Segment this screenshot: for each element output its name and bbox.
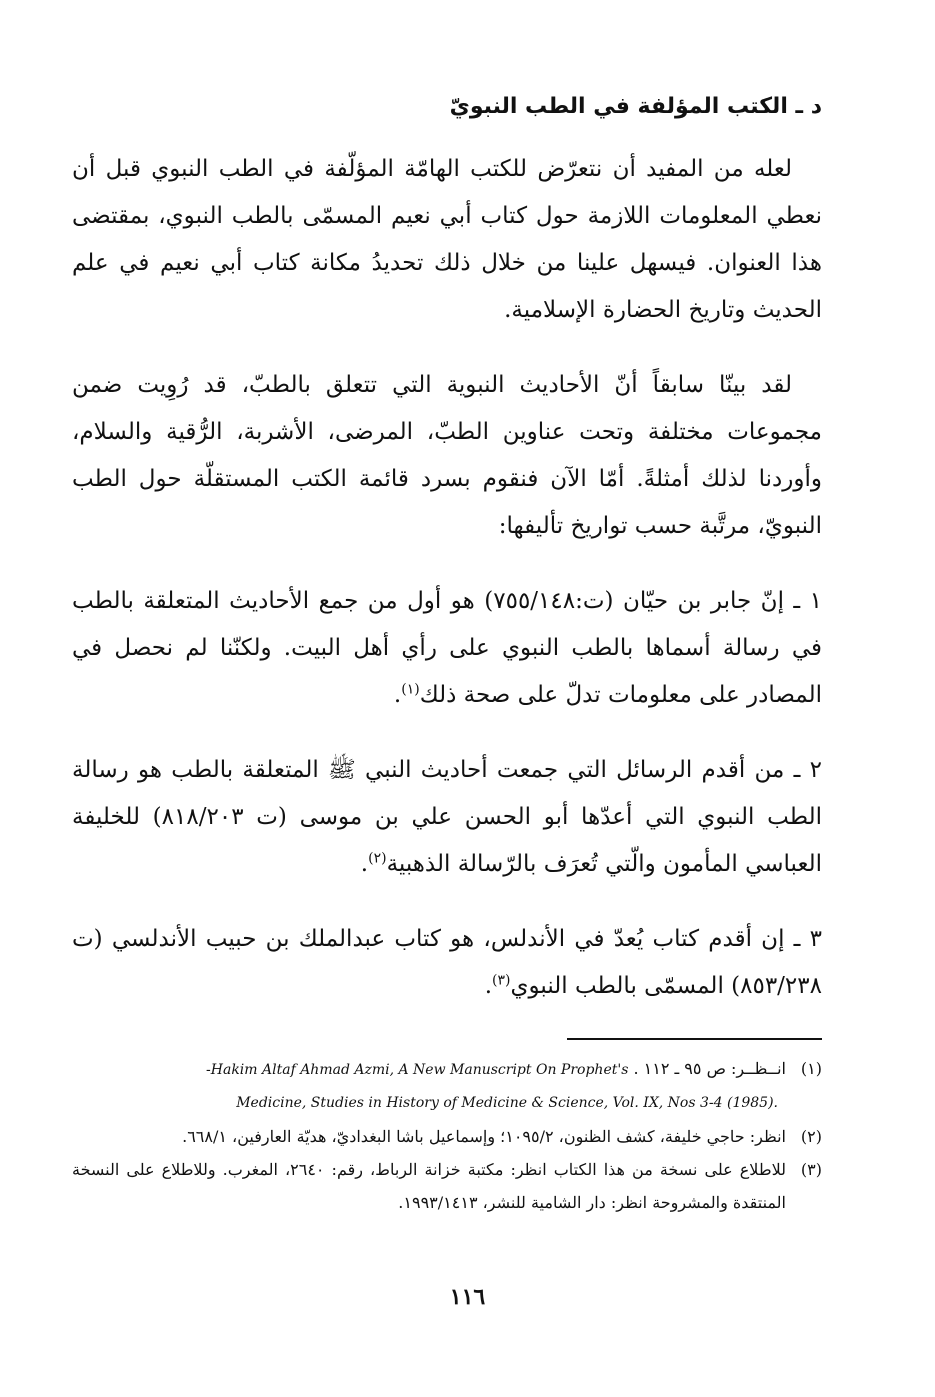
list-item-end: . [360, 851, 369, 877]
list-item-text: ٢ ـ من أقدم الرسائل التي جمعت أحاديث النبي ﷺ المتعلقة بالطب هو رسالة الطب النبوي التي أعدّها أبو الحسن علي بن موسى (ت ٨١٨/٢٠٣) للخليفة العباسي المأمون والّتي تُعرَف بالرّسالة الذهبية [72, 757, 822, 877]
list-item [72, 747, 822, 888]
list-item [72, 578, 822, 719]
summary-paragraph: لقد بينّا سابقاً أنّ الأحاديث النبوية التي تتعلق بالطبّ، قد رُوِيت ضمن مجموعات مختلفة وتحت عناوين الطبّ، المرضى، الأشربة، الرُّقية والسلام، وأوردنا لذلك أمثلةً. أمّا الآن فنقوم بسرد قائمة الكتب المستقلّة حول الطب النبويّ، مرتَّبة حسب تواريخ تأليفها: [72, 372, 822, 539]
footnote-english-line-2: Medicine, Studies in History of Medicine & Science, Vol. IX, Nos 3-4 (1985). [236, 1095, 778, 1111]
footnote [72, 1120, 822, 1153]
footnote-body [72, 1052, 786, 1087]
page-body [72, 90, 822, 1219]
section-heading: د ـ الكتب المؤلفة في الطب النبويّ [449, 94, 822, 119]
footnote-divider [567, 1038, 822, 1040]
footnote-text: للاطلاع على نسخة من هذا الكتاب انظر: مكتبة خزانة الرباط، رقم: ٢٦٤٠، المغرب. وللاطلاع على النسخة المنتقدة والمشروحة انظر: دار الشامية للنشر، ١٩٩٣/١٤١٣. [72, 1160, 787, 1212]
footnotes [72, 1052, 822, 1219]
list-item-text: ٣ ـ إن أقدم كتاب يُعدّ في الأندلس، هو كتاب عبدالملك بن حبيب الأندلسي (ت ٨٥٣/٢٣٨) المسمّى بالطب النبوي [72, 926, 822, 999]
footnote [72, 1153, 822, 1219]
list-item-end: . [393, 682, 402, 708]
page-number: ١١٦ [449, 1284, 486, 1310]
intro-paragraph: لعله من المفيد أن نتعرّض للكتب الهامّة المؤلّفة في الطب النبوي قبل أن نعطي المعلومات اللازمة حول كتاب أبي نعيم المسمّى بالطب النبوي، بمقتضى هذا العنوان. فيسهل علينا من خلال ذلك تحديدُ مكانة كتاب أبي نعيم في علم الحديث وتاريخ الحضارة الإسلامية. [72, 156, 822, 323]
footnote-number: (٢) [800, 1127, 822, 1146]
footnote-text: انظر: حاجي خليفة، كشف الظنون، ١٠٩٥/٢؛ وإسماعيل باشا البغداديّ، هديّة العارفين، ٦٦٨/١. [182, 1127, 786, 1146]
list-item [72, 916, 822, 1010]
footnote-text: انــظــر: ص ٩٥ ـ ١١٢ . [633, 1059, 786, 1078]
footnote-number: (١) [800, 1059, 822, 1078]
footnote-english-line-1: -Hakim Altaf Ahmad Azmi, A New Manuscript On Prophet's [206, 1062, 629, 1078]
list-item-end: . [484, 973, 493, 999]
footnote-ref[interactable]: (١) [401, 681, 420, 698]
list-item-text: ١ ـ إنّ جابر بن حيّان (ت:٧٥٥/١٤٨) هو أول من جمع الأحاديث المتعلقة بالطب في رسالة أسماها بالطب النبوي على رأي أهل البيت. ولكنّنا لم نحصل في المصادر على معلومات تدلّ على صحة ذلك [72, 588, 823, 708]
footnote-ref[interactable]: (٢) [368, 850, 387, 867]
footnote-ref[interactable]: (٣) [492, 972, 511, 989]
footnote-number: (٣) [800, 1160, 822, 1179]
footnote [72, 1052, 822, 1087]
